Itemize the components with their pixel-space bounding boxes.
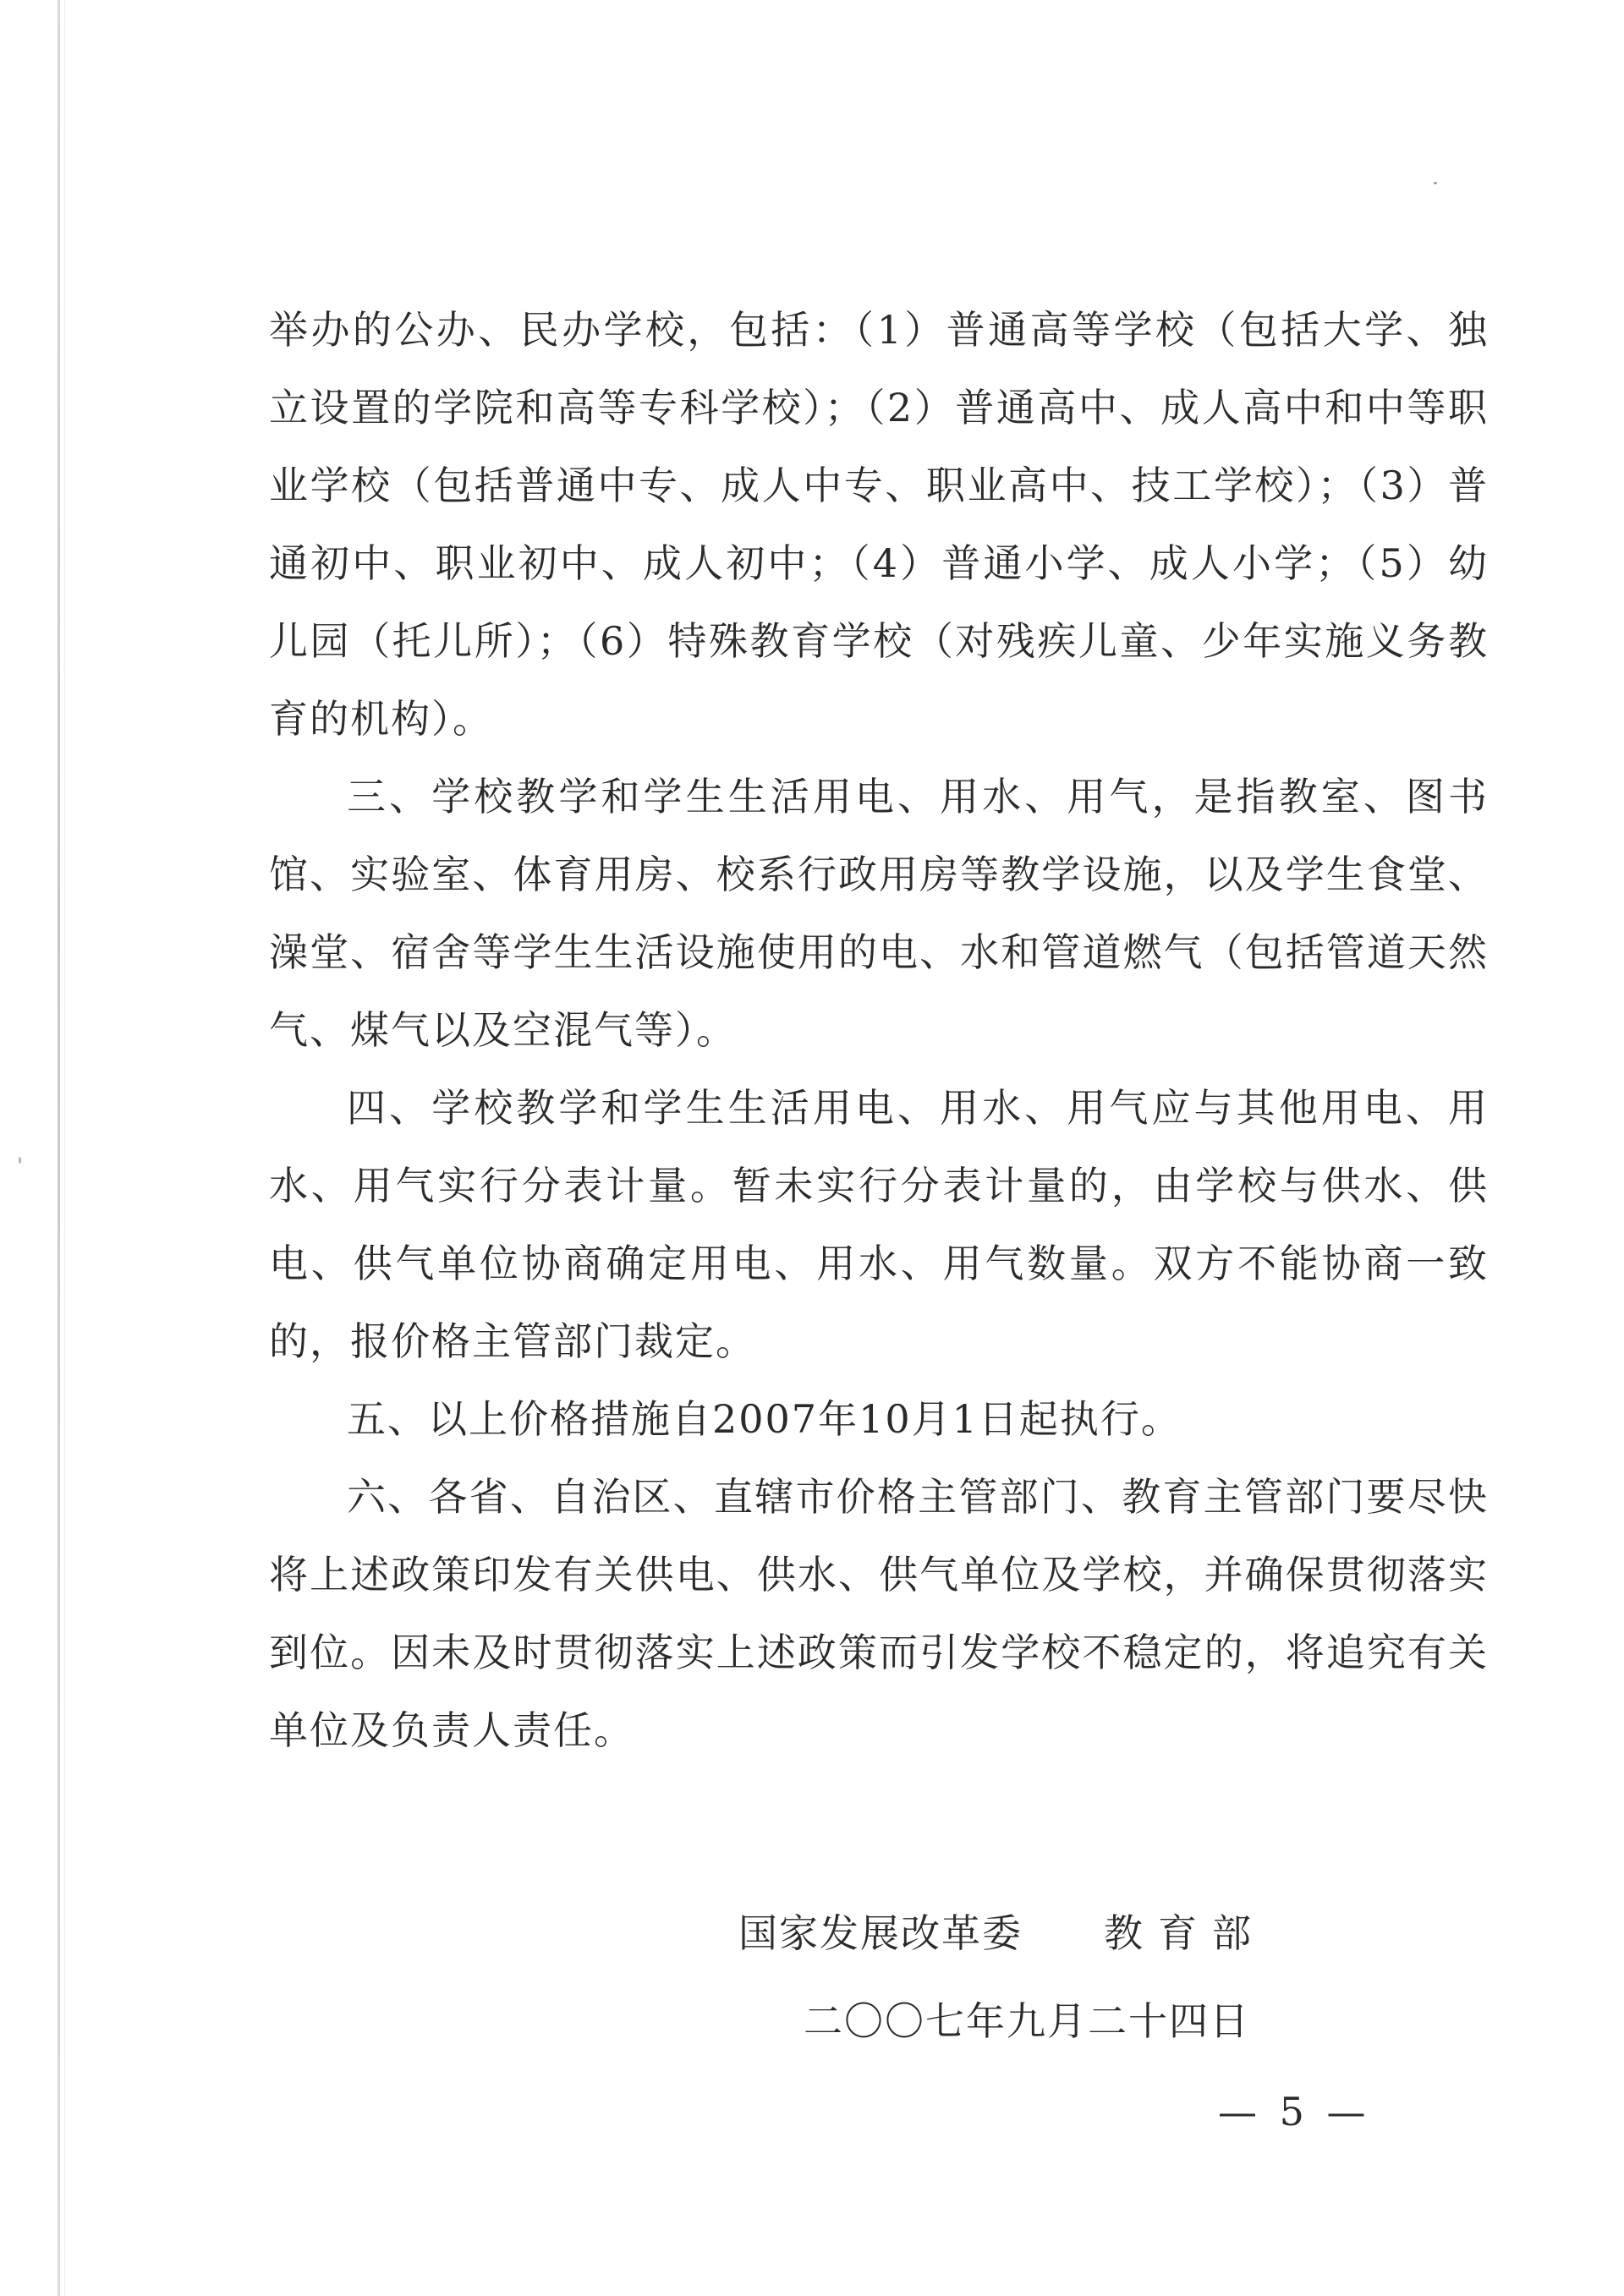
paragraph-section-6: 六、各省、自治区、直辖市价格主管部门、教育主管部门要尽快将上述政策印发有关供电、供水、供气单位及学校，并确保贯彻落实到位。因未及时贯彻落实上述政策而引发学校不稳定的，将追究有关单位及负责人责任。 xyxy=(269,1474,1489,1753)
paragraph-section-5: 五、以上价格措施自2007年10月1日起执行。 xyxy=(347,1396,1182,1442)
paragraph-section-3: 三、学校教学和学生生活用电、用水、用气，是指教室、图书馆、实验室、体育用房、校系行政用房等教学设施，以及学生食堂、澡堂、宿舍等学生生活设施使用的电、水和管道燃气（包括管道天然气、煤气以及空混气等）。 xyxy=(269,774,1489,1053)
paragraph-section-4: 四、学校教学和学生生活用电、用水、用气应与其他用电、用水、用气实行分表计量。暂未实行分表计量的，由学校与供水、供电、供气单位协商确定用电、用水、用气数量。双方不能协商一致的，报价格主管部门裁定。 xyxy=(269,1085,1489,1364)
signature-org-moe: 教育部 xyxy=(1104,1910,1266,1956)
document-body xyxy=(269,291,1489,1769)
scan-speck xyxy=(1434,182,1437,184)
signature-date: 二〇〇七年九月二十四日 xyxy=(804,1998,1250,2044)
scan-binding-edge xyxy=(58,0,60,2296)
scan-speck xyxy=(19,1157,21,1164)
page-number: — 5 — xyxy=(1218,2089,1371,2134)
signature-org-ndrc: 国家发展改革委 xyxy=(738,1910,1023,1956)
paragraph-school-types: 举办的公办、民办学校，包括：（1）普通高等学校（包括大学、独立设置的学院和高等专科学校）；（2）普通高中、成人高中和中等职业学校（包括普通中专、成人中专、职业高中、技工学校）；（3）普通初中、职业初中、成人初中；（4）普通小学、成人小学；（5）幼儿园（托儿所）；（6）特殊教育学校（对残疾儿童、少年实施义务教育的机构）。 xyxy=(269,307,1489,742)
scan-binding-edge-inner xyxy=(64,0,65,2296)
